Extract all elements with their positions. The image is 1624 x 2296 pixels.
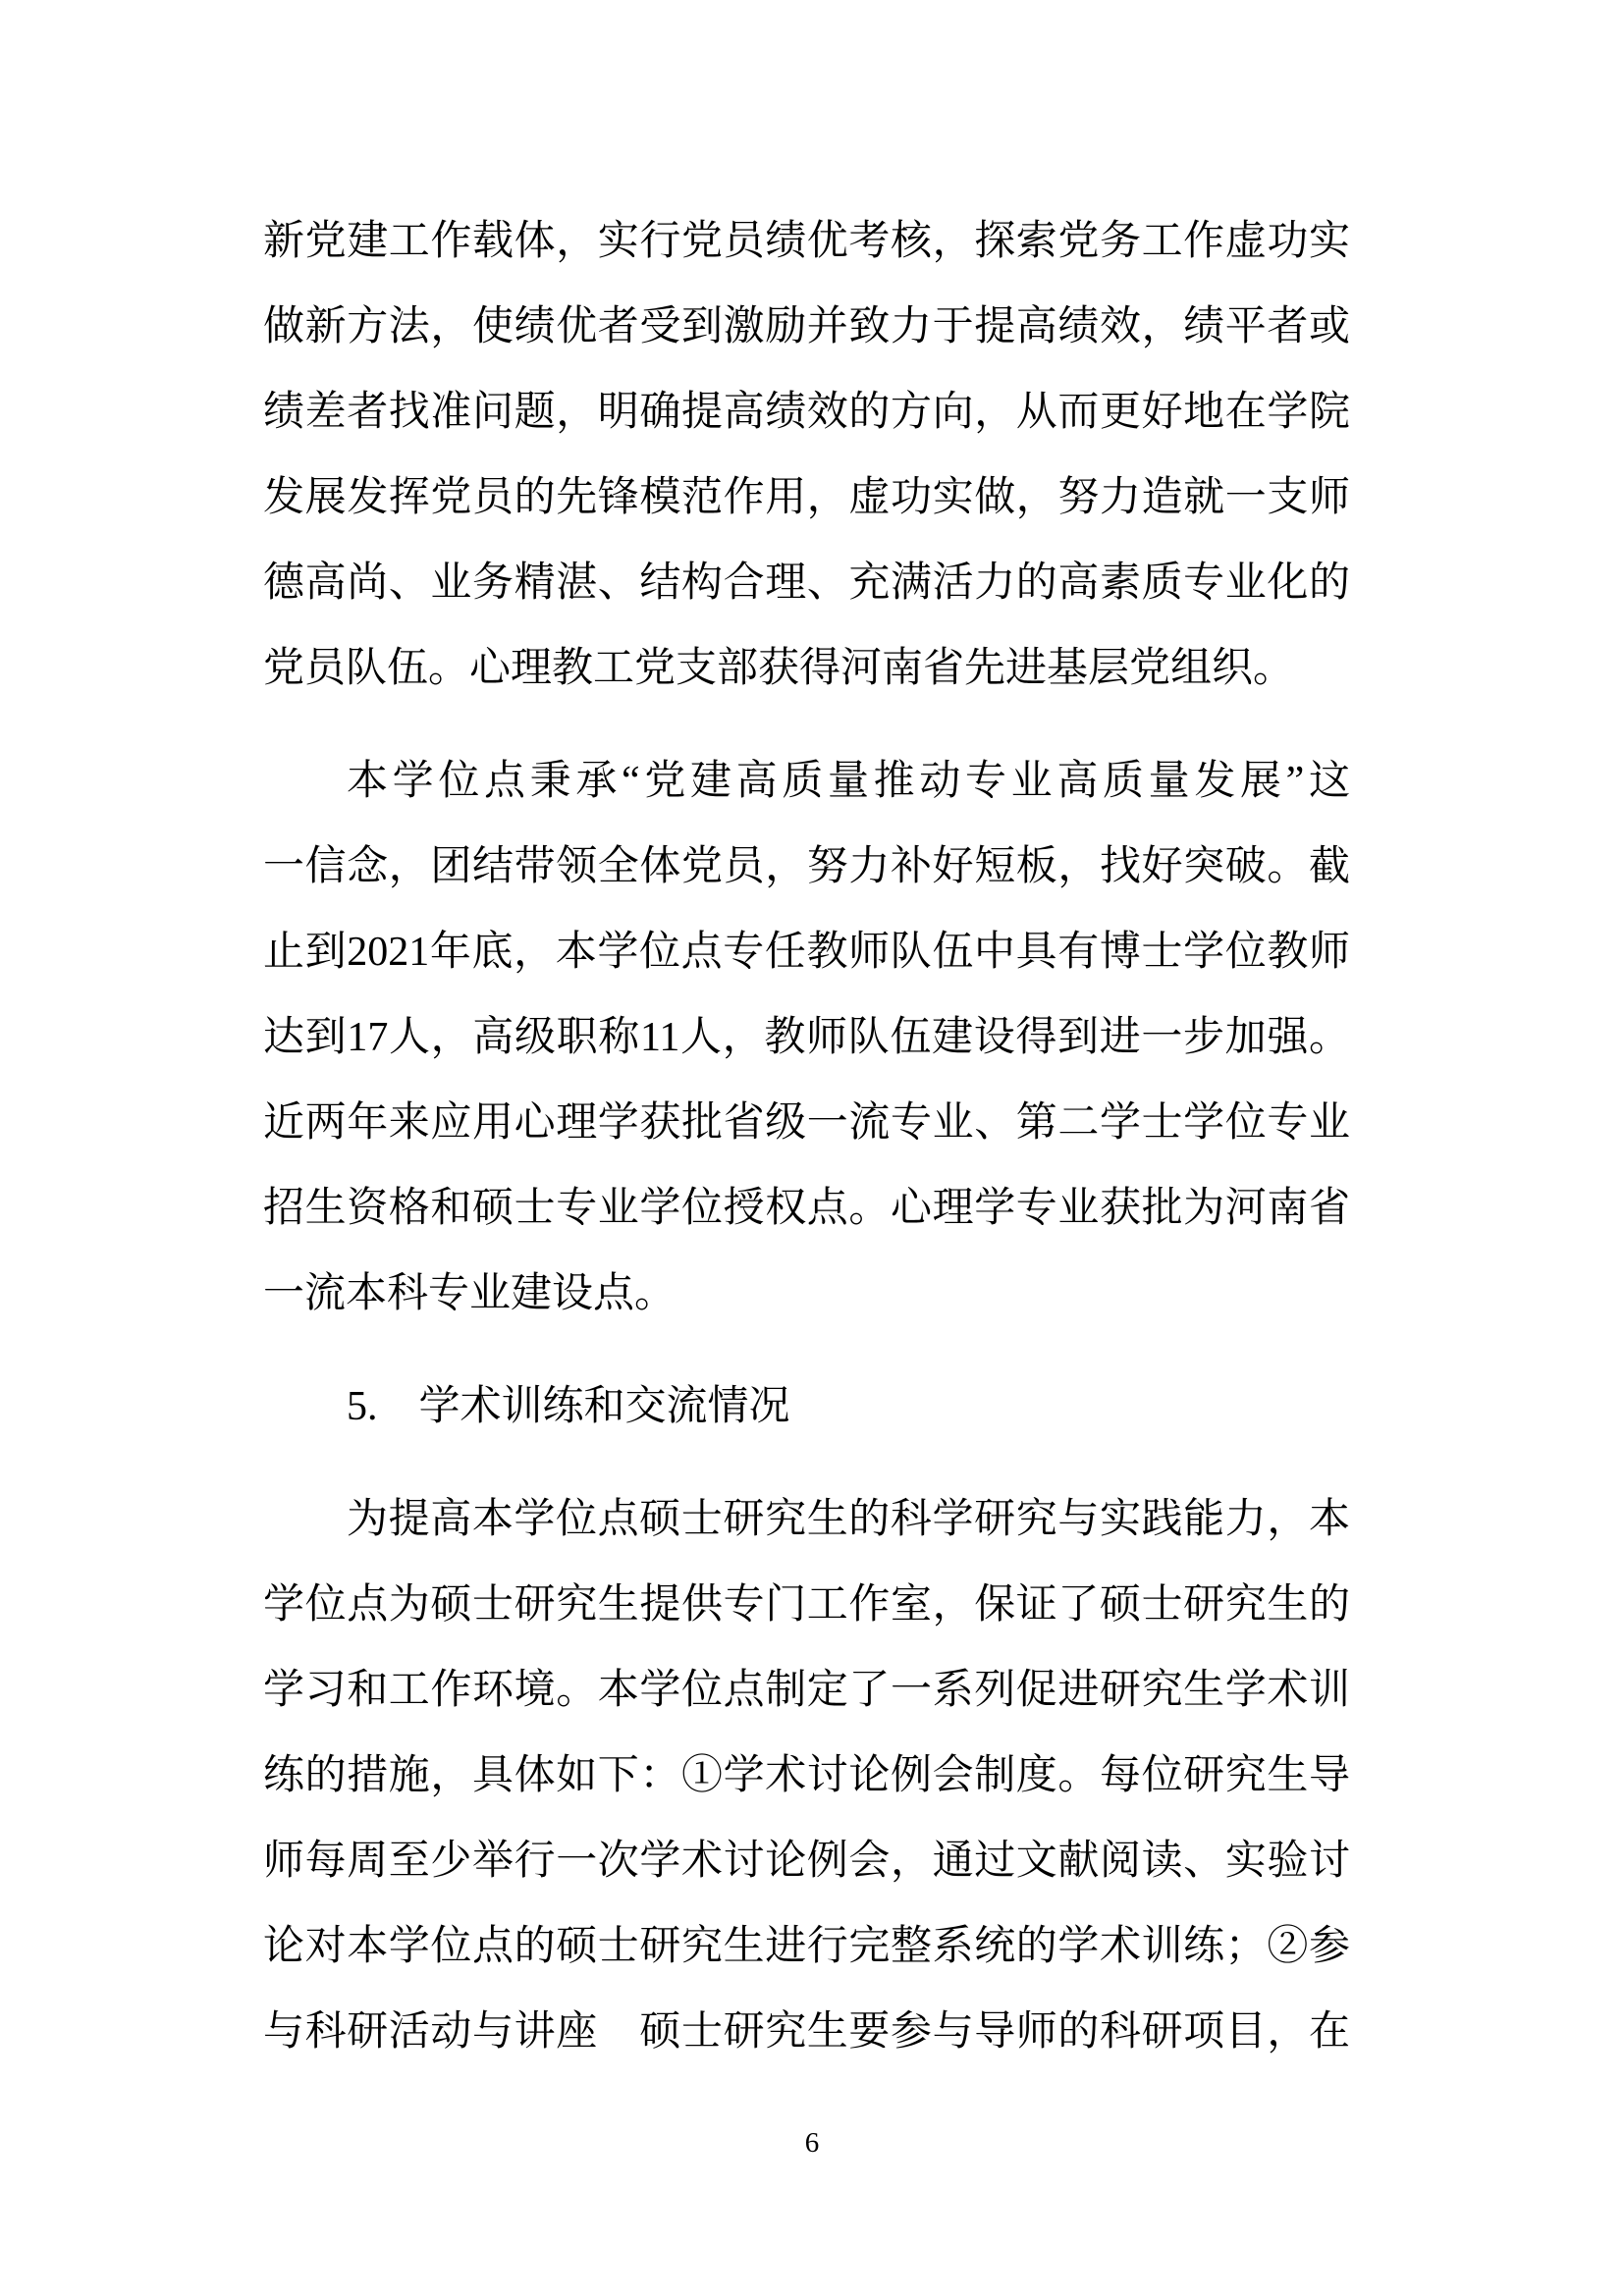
text-line: 为提高本学位点硕士研究生的科学研究与实践能力，本 (347, 1497, 1350, 1542)
text-line: 党员队伍。心理教工党支部获得河南省先进基层党组织。 (263, 646, 1295, 691)
section-heading (263, 1364, 1350, 1450)
text-line: 新党建工作载体，实行党员绩优考核，探索党务工作虚功实 (263, 219, 1350, 264)
text-line: 近两年来应用心理学获批省级一流专业、第二学士学位专业 (263, 1100, 1350, 1146)
text-line: 做新方法，使绩优者受到激励并致力于提高绩效，绩平者或 (263, 304, 1350, 349)
text-line: 本学位点秉承“党建高质量推动专业高质量发展”这 (347, 759, 1350, 804)
text-line: 练的措施，具体如下：①学术讨论例会制度。每位研究生导 (263, 1753, 1350, 1798)
heading-line: 5. 学术训练和交流情况 (347, 1384, 790, 1429)
text-line: 止到2021年底，本学位点专任教师队伍中具有博士学位教师 (263, 930, 1350, 975)
text-line: 一信念，团结带领全体党员，努力补好短板，找好突破。截 (263, 844, 1350, 889)
text-line: 师每周至少举行一次学术讨论例会，通过文献阅读、实验讨 (263, 1839, 1350, 1884)
text-line: 德高尚、业务精湛、结构合理、充满活力的高素质专业化的 (263, 561, 1350, 606)
paragraph-2 (263, 739, 1350, 1337)
page-number: 6 (804, 2127, 820, 2159)
text-line: 一流本科专业建设点。 (263, 1271, 677, 1316)
text-line: 论对本学位点的硕士研究生进行完整系统的学术训练；②参 (263, 1924, 1350, 1969)
text-line: 达到17人，高级职称11人，教师队伍建设得到进一步加强。 (263, 1015, 1350, 1060)
text-line: 招生资格和硕士专业学位授权点。心理学专业获批为河南省 (263, 1186, 1350, 1231)
text-line: 学习和工作环境。本学位点制定了一系列促进研究生学术训 (263, 1668, 1350, 1713)
text-line: 发展发挥党员的先锋模范作用，虚功实做，努力造就一支师 (263, 475, 1350, 520)
text-line: 绩差者找准问题，明确提高绩效的方向，从而更好地在学院 (263, 390, 1350, 435)
paragraph-3 (263, 1477, 1350, 2075)
text-block (263, 199, 1350, 2103)
text-line: 学位点为硕士研究生提供专门工作室，保证了硕士研究生的 (263, 1582, 1350, 1628)
text-line: 与科研活动与讲座 硕士研究生要参与导师的科研项目，在 (263, 2009, 1350, 2055)
paragraph-1 (263, 199, 1350, 712)
